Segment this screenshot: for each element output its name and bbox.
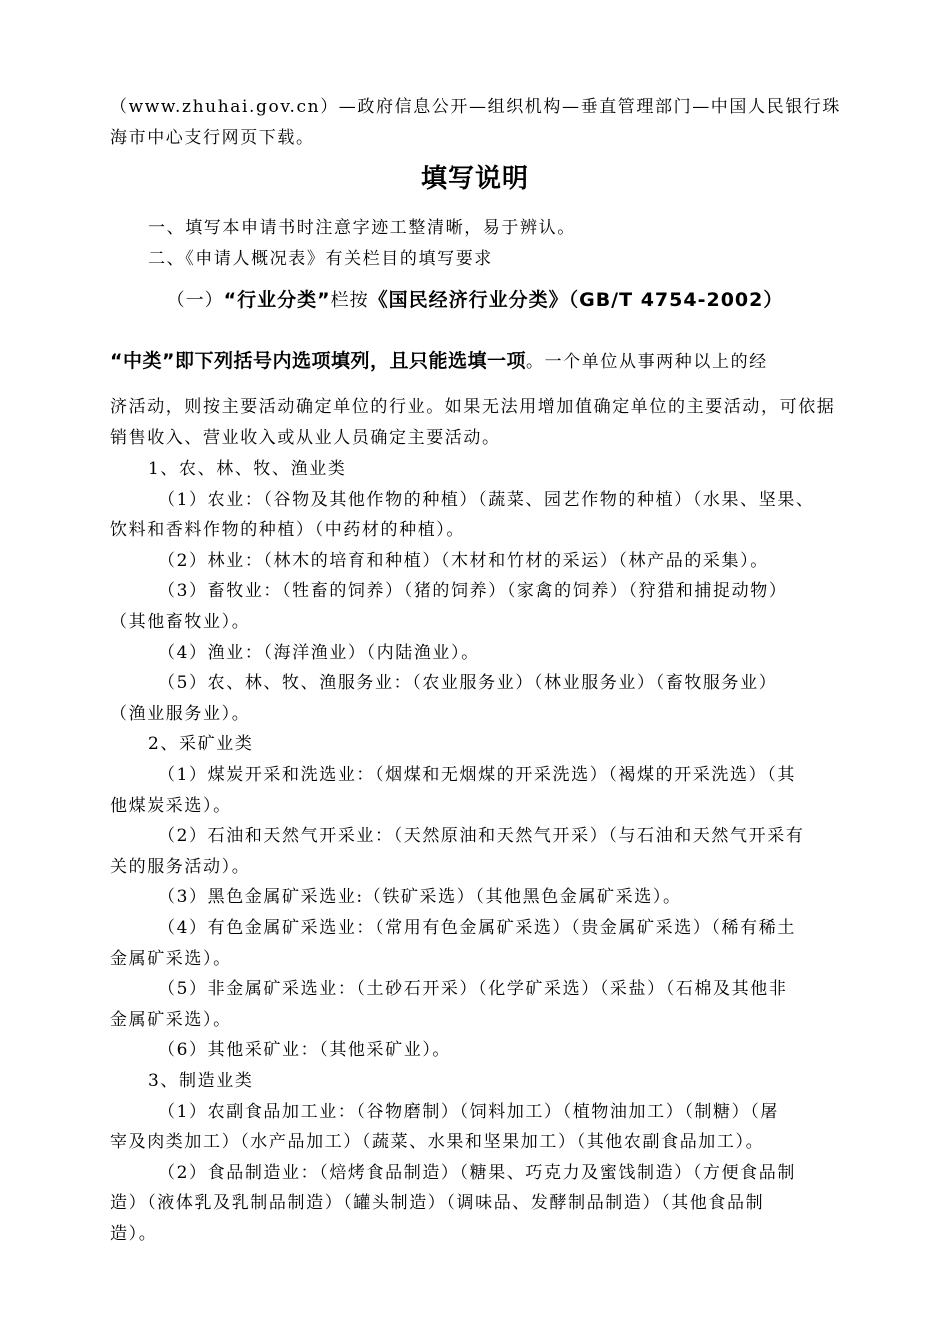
intro-line-1: （www.zhuhai.gov.cn）—政府信息公开—组织机构—垂直管理部门—中国人民银行珠 bbox=[110, 97, 841, 117]
body-line: 宰及肉类加工）（水产品加工）（蔬菜、水果和坚果加工）（其他农副食品加工）。 bbox=[110, 1132, 765, 1152]
section-subhead bbox=[0, 285, 950, 312]
body-line: 关的服务活动）。 bbox=[110, 857, 251, 877]
body-line: （3）黑色金属矿采选业:（铁矿采选）（其他黑色金属矿采选）。 bbox=[158, 887, 682, 907]
body-line: （2）食品制造业：（焙烤食品制造）（糖果、巧克力及蜜饯制造）（方便食品制 bbox=[158, 1163, 796, 1183]
body-line: 金属矿采选）。 bbox=[110, 1010, 232, 1030]
body-line: （3）畜牧业：（牲畜的饲养）（猪的饲养）（家禽的饲养）（狩猎和捕捉动物） bbox=[158, 581, 788, 601]
body-line: （1）煤炭开采和洗选业：（烟煤和无烟煤的开采洗选）（褐煤的开采洗选）（其 bbox=[158, 765, 796, 785]
body-line: （4）渔业：（海洋渔业）（内陆渔业）。 bbox=[158, 643, 480, 663]
body-line: （5）非金属矿采选业：（土砂石开采）（化学矿采选）（采盐）（石棉及其他非 bbox=[158, 979, 788, 999]
body-line: （4）有色金属矿采选业：（常用有色金属矿采选）（贵金属矿采选）（稀有稀土 bbox=[158, 918, 796, 938]
body-line: 造）。 bbox=[110, 1224, 158, 1244]
item-1: 一、填写本申请书时注意字迹工整清晰，易于辨认。 bbox=[148, 218, 576, 238]
rule-line-3: 销售收入、营业收入或从业人员确定主要活动。 bbox=[110, 428, 501, 448]
body-line: 金属矿采选）。 bbox=[110, 949, 232, 969]
body-line: 饮料和香料作物的种植）（中药材的种植）。 bbox=[110, 520, 465, 540]
body-line: （6）其他采矿业：（其他采矿业）。 bbox=[158, 1040, 452, 1060]
body-line: 2、采矿业类 bbox=[148, 734, 254, 754]
subhead-prefix: （一） bbox=[166, 290, 224, 311]
body-line: 他煤炭采选）。 bbox=[110, 796, 232, 816]
rule-line-2: 济活动，则按主要活动确定单位的行业。如果无法用增加值确定单位的主要活动，可依据 bbox=[110, 397, 836, 417]
body-line: （2）林业：（林木的培育和种植）（木材和竹材的采运）（林产品的采集）。 bbox=[158, 551, 769, 571]
body-line: （1）农业：（谷物及其他作物的种植）（蔬菜、园艺作物的种植）（水果、坚果、 bbox=[158, 490, 815, 510]
rule-line-1 bbox=[110, 346, 768, 373]
subhead-bold-2: 《国民经济行业分类》（GB/T 4754-2002） bbox=[368, 289, 784, 311]
rule-rest: 。一个单位从事两种以上的经 bbox=[525, 352, 768, 372]
body-line: （渔业服务业）。 bbox=[110, 704, 251, 724]
intro-line-2: 海市中心支行网页下载。 bbox=[110, 128, 315, 148]
page-title: 填写说明 bbox=[420, 164, 529, 194]
subhead-mid: 栏按 bbox=[330, 290, 369, 311]
body-line: 1、农、林、牧、渔业类 bbox=[148, 459, 347, 479]
body-line: （5）农、林、牧、渔服务业：（农业服务业）（林业服务业）（畜牧服务业） bbox=[158, 673, 778, 693]
body-line: 3、制造业类 bbox=[148, 1071, 254, 1091]
body-line: （1）农副食品加工业：（谷物磨制）（饲料加工）（植物油加工）（制糖）（屠 bbox=[158, 1102, 779, 1122]
body-line: （其他畜牧业）。 bbox=[110, 612, 251, 632]
rule-bold: “中类”即下列括号内选项填列，且只能选填一项 bbox=[110, 350, 526, 372]
body-line: 造）（液体乳及乳制品制造）（罐头制造）（调味品、发酵制品制造）（其他食品制 bbox=[110, 1193, 765, 1213]
body-line: （2）石油和天然气开采业：（天然原油和天然气开采）（与石油和天然气开采有 bbox=[158, 826, 805, 846]
subhead-bold-1: “行业分类” bbox=[223, 289, 331, 311]
item-2: 二、《申请人概况表》有关栏目的填写要求 bbox=[148, 249, 493, 269]
